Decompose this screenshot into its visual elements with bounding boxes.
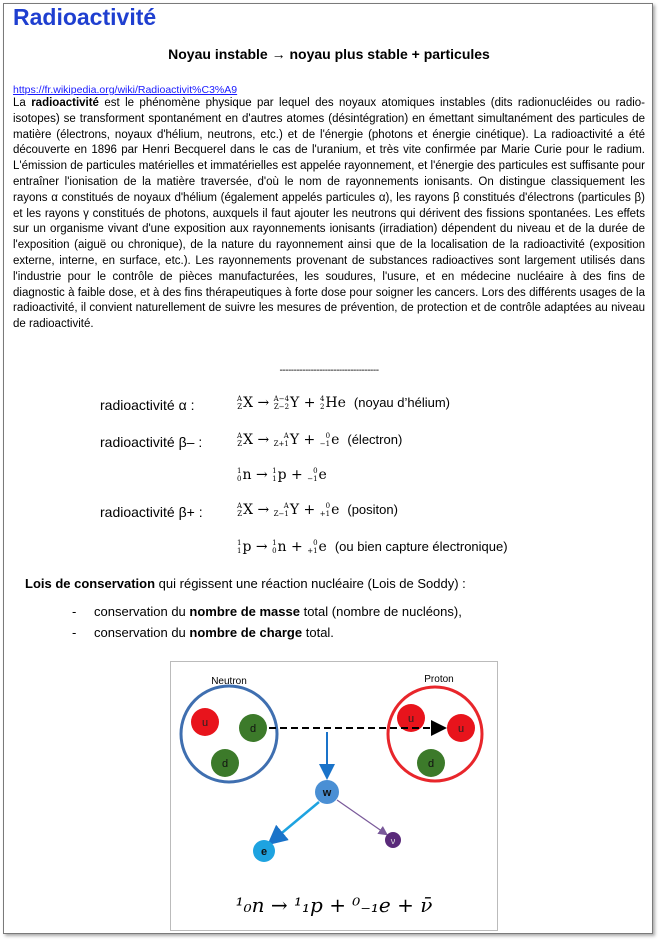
electron-label: e xyxy=(260,846,268,858)
para-bold-term: radioactivité xyxy=(31,97,99,109)
beta-minus-note: (électron) xyxy=(347,432,403,447)
para-intro: La xyxy=(13,97,26,109)
neutron-label: Neutron xyxy=(211,676,247,687)
w-boson-label: w xyxy=(322,787,332,799)
wikipedia-link[interactable]: https://fr.wikipedia.org/wiki/Radioactivit%C3%A9 xyxy=(13,84,238,96)
alpha-equation: A Z X → A−4 Z−2 Y + 4 2 He (noyau d’hélium) xyxy=(237,395,451,411)
alpha-note: (noyau d’hélium) xyxy=(353,395,451,410)
beta-plus-note: (positon) xyxy=(347,502,398,517)
electron-arrow xyxy=(271,802,319,842)
proton-d-label: d xyxy=(427,758,435,770)
beta-plus-equation: A Z X → A Z−1 Y + 0 +1 e (positon) xyxy=(237,502,398,518)
proton-u-label-2: u xyxy=(457,723,465,735)
lois-heading xyxy=(25,576,466,591)
decay-equation: ¹₀n → ¹₁p + ⁰₋₁e + ν̄ xyxy=(235,893,433,917)
neutron-d-label-1: d xyxy=(249,723,257,735)
neutron-d-label-2: d xyxy=(221,758,229,770)
antineutrino-label: ν xyxy=(390,836,396,846)
document-page xyxy=(3,3,653,934)
intro-paragraph xyxy=(13,96,645,333)
beta-minus-label: radioactivité β– : xyxy=(100,434,203,450)
beta-plus-note-2: (ou bien capture électronique) xyxy=(334,539,508,554)
page-subtitle: Noyau instable → noyau plus stable + particules xyxy=(168,46,490,62)
neutron-decay-equation: 1 0 n → 1 1 p + 0 −1 e xyxy=(237,467,327,483)
alpha-label: radioactivité α : xyxy=(100,397,195,413)
proton-decay-equation: 1 1 p → 1 0 n + 0 +1 e (ou bien capture électronique) xyxy=(237,539,508,555)
proton-u-label-1: u xyxy=(407,713,415,725)
neutron-u-label: u xyxy=(201,717,209,729)
beta-plus-label: radioactivité β+ : xyxy=(100,504,203,520)
lois-item-2: - conservation du nombre de charge total. xyxy=(72,625,334,640)
beta-decay-svg xyxy=(171,662,497,930)
lois-bold: Lois de conservation xyxy=(25,576,156,591)
lois-text: qui régissent une réaction nucléaire (Lois de Soddy) : xyxy=(158,576,466,591)
separator: ----------------------------------- xyxy=(279,365,379,376)
para-body: est le phénomène physique par lequel des noyaux atomiques instables (dits radionucléides ou radio-isotopes) se transforment spontanément en d'autres atomes (désintégration) en émettant simultanément des particules de matière (électrons, noyaux d'hélium, neutrons, etc.) et de l'énergie (photons et énergie cinétique). La radioactivité a été découverte en 1896 par Henri Becquerel dans le cas de l'uranium, et très vite confirmée par Marie Curie pour le radium. L'émission de particules matérielles et immatérielles est appelée rayonnement, et l'énergie des particules est suffisante pour entraîner l'ionisation de la matière traversée, d'où le nom de rayonnements ionisants. On distingue classiquement les rayons α constitués de noyaux d'hélium (également appelés particules α), les rayons β constitués d'électrons (particules β) et les rayons γ constitués de photons, auxquels il faut ajouter les neutrons qui dérivent des fissions spontanées. Les effets sur un organisme vivant d'une exposition aux rayonnements ionisants (irradiation) dépendent du niveau et de la durée de l'exposition (aiguë ou chronique), de la nature du rayonnement ainsi que de la localisation de la radioactivité (exposition externe, interne, en surface, etc.). Les rayonnements provenant de substances radioactives sont largement utilisés dans l'industrie pour le contrôle de pièces manufacturées, les soudures, l'usure, et en médecine nucléaire à des fins de diagnostic à faible dose, et à des fins thérapeutiques à forte dose pour soigner les cancers. Lors des différents usages de la radioactivité, il convient naturellement de suivre les mesures de prévention, de protection et de contrôle adaptées au niveau de radioactivité. xyxy=(13,97,646,331)
beta-minus-equation: A Z X → A Z+1 Y + 0 −1 e (électron) xyxy=(237,432,403,448)
beta-decay-diagram xyxy=(170,661,498,931)
proton-label: Proton xyxy=(424,674,454,685)
antineutrino-arrow xyxy=(337,800,386,834)
lois-item-1: - conservation du nombre de masse total (nombre de nucléons), xyxy=(72,604,462,619)
page-title: Radioactivité xyxy=(13,4,157,30)
